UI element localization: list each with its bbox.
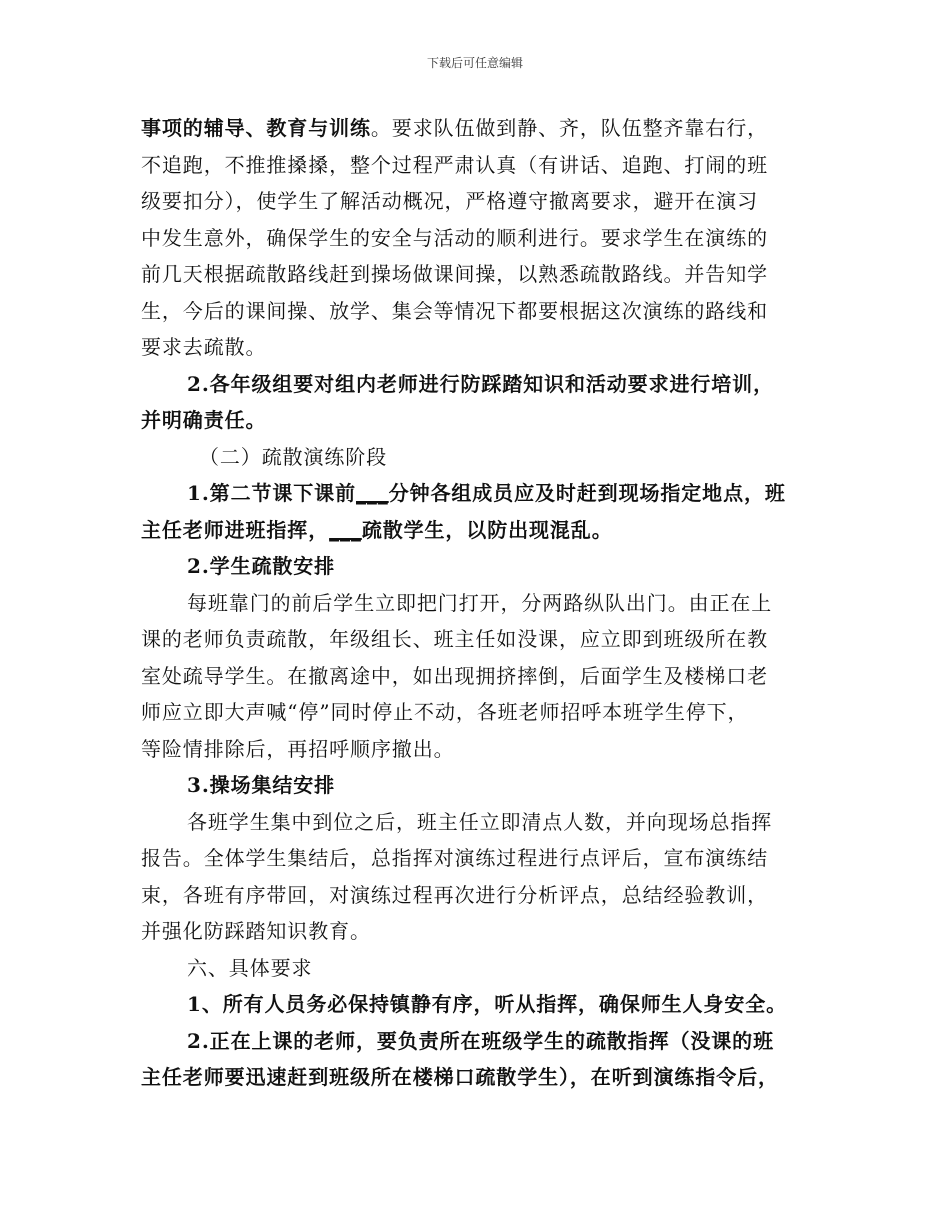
line-text: 分钟各组成员应及时赶到现场指定地点，班 bbox=[388, 481, 786, 505]
paragraph-line: 要求去疏散。 bbox=[141, 335, 267, 359]
document-body bbox=[141, 110, 811, 1096]
line-text: 疏散学生，以防出现混乱。 bbox=[361, 517, 613, 542]
paragraph-line-bold bbox=[141, 512, 811, 549]
subsection-heading: 3.操场集结安排 bbox=[187, 773, 336, 797]
paragraph-line-bold: 并明确责任。 bbox=[141, 408, 267, 432]
paragraph-line: 生，今后的课间操、放学、集会等情况下都要根据这次演练的路线和 bbox=[141, 298, 768, 323]
page-header: 下载后可任意编辑 bbox=[426, 56, 523, 70]
paragraph-line: 室处疏导学生。在撤离途中，如出现拥挤摔倒，后面学生及楼梯口老 bbox=[141, 663, 768, 688]
line-text: 。要求队伍做到静、齐，队伍整齐靠右行， bbox=[370, 116, 769, 140]
paragraph-line: 不追跑，不推推搡搡，整个过程严肃认真（有讲话、追跑、打闹的班 bbox=[141, 152, 768, 177]
paragraph-line bbox=[141, 110, 811, 147]
paragraph-line-bold: 2.各年级组要对组内老师进行防踩踏知识和活动要求进行培训， bbox=[187, 371, 774, 396]
section-heading: 六、具体要求 bbox=[187, 955, 313, 980]
fill-blank: ___ bbox=[355, 481, 389, 505]
paragraph-line: 课的老师负责疏散，年级组长、班主任如没课，应立即到班级所在教 bbox=[141, 627, 768, 651]
paragraph-line: 报告。全体学生集结后，总指挥对演练过程进行点评后，宣布演练结 bbox=[141, 846, 768, 870]
bold-lead-text: 事项的辅导、教育与训练 bbox=[141, 116, 371, 140]
paragraph-line-bold: 1、所有人员务必保持镇静有序，听从指挥，确保师生人身安全。 bbox=[187, 992, 788, 1016]
paragraph-line-bold bbox=[141, 475, 811, 512]
subsection-heading: 2.学生疏散安排 bbox=[187, 554, 336, 578]
paragraph-line: 中发生意外，确保学生的安全与活动的顺利进行。要求学生在演练的 bbox=[141, 225, 768, 250]
line-text: 主任老师进班指挥， bbox=[141, 517, 330, 542]
section-heading: （二）疏散演练阶段 bbox=[199, 444, 388, 469]
paragraph-line: 师应立即大声喊“停”同时停止不动，各班老师招呼本班学生停下， bbox=[141, 700, 749, 724]
paragraph-line-bold: 主任老师要迅速赶到班级所在楼梯口疏散学生），在听到演练指令后， bbox=[141, 1065, 779, 1089]
paragraph-line: 每班靠门的前后学生立即把门打开，分两路纵队出门。由正在上 bbox=[187, 590, 773, 615]
paragraph-line: 束，各班有序带回，对演练过程再次进行分析评点，总结经验教训， bbox=[141, 882, 768, 907]
paragraph-line: 等险情排除后，再招呼顺序撤出。 bbox=[141, 736, 455, 761]
paragraph-line: 各班学生集中到位之后，班主任立即清点人数，并向现场总指挥 bbox=[187, 809, 773, 834]
fill-blank: ___ bbox=[329, 517, 362, 542]
paragraph-line: 级要扣分），使学生了解活动概况，严格遵守撤离要求，避开在演习 bbox=[141, 189, 758, 213]
paragraph-line: 并强化防踩踏知识教育。 bbox=[141, 919, 371, 943]
line-text: 1.第二节课下课前 bbox=[187, 481, 356, 505]
paragraph-line: 前几天根据疏散路线赶到操场做课间操，以熟悉疏散路线。并告知学 bbox=[141, 262, 768, 286]
paragraph-line-bold: 2.正在上课的老师，要负责所在班级学生的疏散指挥（没课的班 bbox=[187, 1028, 774, 1053]
